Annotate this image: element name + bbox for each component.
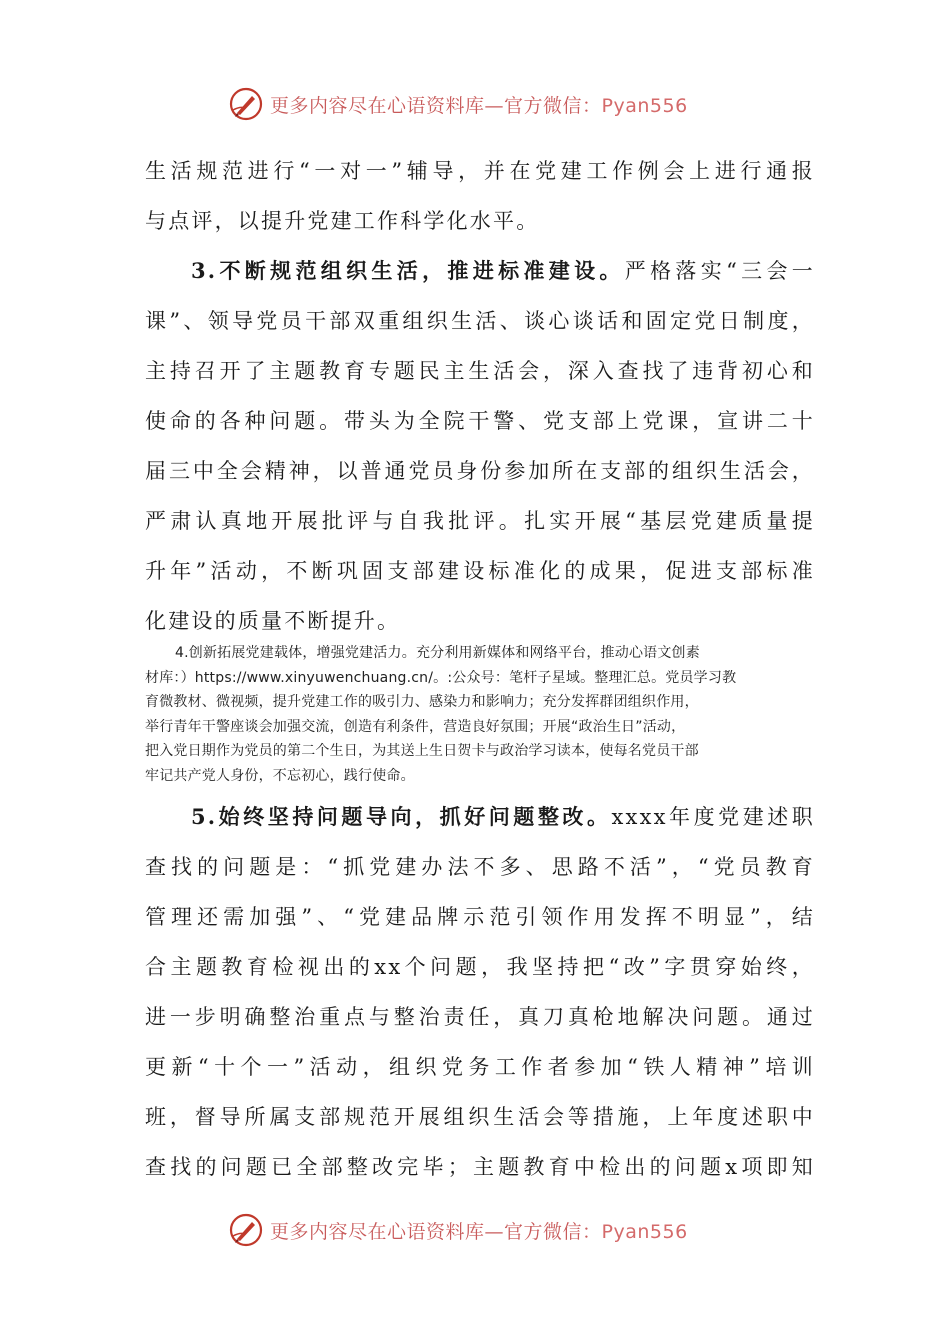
header-banner (228, 82, 688, 126)
text-line: 班，督导所属支部规范开展组织生活会等措施，上年度述职中 (145, 1105, 815, 1129)
pen-logo-icon (228, 86, 264, 122)
text-line: 查找的问题是：“抓党建办法不多、思路不活”，“党员教育 (145, 855, 815, 879)
banner-dash: — (484, 1220, 505, 1243)
paragraph-item-3 (145, 246, 815, 646)
text-line: 育微教材、微视频，提升党建工作的吸引力、感染力和影响力；充分发挥群团组织作用， (145, 694, 699, 710)
paragraph-item-4 (145, 641, 810, 788)
banner-text (270, 1217, 688, 1244)
text-line: 4.创新拓展党建载体，增强党建活力。充分利用新媒体和网络平台，推动心语文创素 (175, 645, 700, 661)
banner-title: 更多内容尽在心语资料库 (270, 1220, 485, 1243)
text-line: 主持召开了主题教育专题民主生活会，深入查找了违背初心和 (145, 359, 815, 383)
banner-text (270, 91, 688, 118)
text-line: 查找的问题已全部整改完毕；主题教育中检出的问题x项即知 (145, 1155, 815, 1179)
text-line: 使命的各种问题。带头为全院干警、党支部上党课，宣讲二十 (145, 409, 815, 433)
footer-banner (228, 1208, 688, 1252)
pen-logo-icon (228, 1212, 264, 1248)
text-line: 升年”活动，不断巩固支部建设标准化的成果，促进支部标准 (145, 559, 815, 583)
item-3-first-line (145, 246, 815, 296)
text-line: 课”、领导党员干部双重组织生活、谈心谈话和固定党日制度， (145, 309, 815, 333)
paragraph-continuation (145, 146, 815, 246)
text-line: 更新“十个一”活动，组织党务工作者参加“铁人精神”培训 (145, 1055, 815, 1079)
text-line: 生活规范进行“一对一”辅导，并在党建工作例会上进行通报 (145, 159, 815, 183)
item-5-first-line (145, 792, 815, 842)
item-5-heading: 5.始终坚持问题导向，抓好问题整改。 (191, 804, 612, 829)
text-line: 把入党日期作为党员的第二个生日，为其送上生日贺卡与政治学习读本，使每名党员干部 (145, 743, 699, 759)
text-line: 牢记共产党人身份，不忘初心，践行使命。 (145, 767, 415, 784)
banner-wechat-id: Pyan556 (601, 1220, 688, 1243)
banner-wechat-id: Pyan556 (601, 94, 688, 117)
banner-dash: — (484, 94, 505, 117)
banner-wechat-label: 官方微信： (504, 94, 602, 117)
banner-wechat-label: 官方微信： (504, 1220, 602, 1243)
text-line: 届三中全会精神，以普通党员身份参加所在支部的组织生活会， (145, 459, 815, 483)
text-line: 进一步明确整治重点与整治责任，真刀真枪地解决问题。通过 (145, 1005, 815, 1029)
text-line: 管理还需加强”、“党建品牌示范引领作用发挥不明显”，结 (145, 905, 815, 929)
text-line: 严肃认真地开展批评与自我批评。扎实开展“基层党建质量提 (145, 509, 815, 533)
text-line: 与点评，以提升党建工作科学化水平。 (145, 209, 540, 233)
text-line: 化建设的质量不断提升。 (145, 609, 401, 633)
banner-title: 更多内容尽在心语资料库 (270, 94, 485, 117)
item-3-first-line-rest: 严格落实“三会一 (624, 259, 815, 283)
text-line: 合主题教育检视出的xx个问题，我坚持把“改”字贯穿始终， (145, 955, 815, 979)
item-3-heading: 3.不断规范组织生活，推进标准建设。 (191, 258, 625, 283)
text-line: 材库：）https://www.xinyuwenchuang.cn/。:公众号：笔杆子星域。整理汇总。党员学习教 (145, 669, 737, 686)
text-line: 举行青年干警座谈会加强交流，创造有利条件，营造良好氛围；开展“政治生日”活动， (145, 718, 686, 735)
item-5-first-line-rest: xxxx年度党建述职 (611, 805, 815, 829)
paragraph-item-5 (145, 792, 815, 1192)
